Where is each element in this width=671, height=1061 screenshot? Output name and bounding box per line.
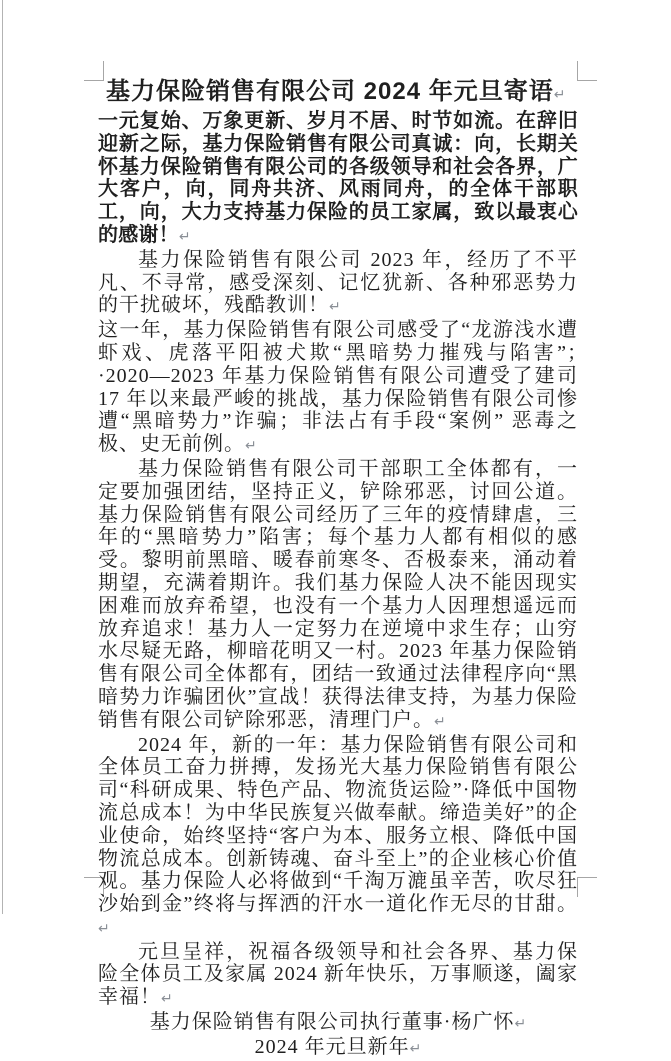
text-boundary-corner-bottom-right	[577, 877, 597, 897]
paragraph-mark-icon: ↵	[553, 87, 566, 103]
paragraph-text: 2024 年，新的一年：基力保险销售有限公司和全体员工奋力拼搏，发扬光大基力保险销售有限公司“科研成果、特色产品、物流货运险”·降低中国物流总成本！为中华民族复兴做奉献。缔造美好”的企业使命，始终坚持“客户为本、服务立根、降低中国物流总成本。创新铸魂、奋斗至上”的企业核心价值观。基力保险人必将做到“千淘万漉虽辛苦，吹尽狂沙始到金”终将与挥洒的汗水一道化作无尽的甘甜。	[98, 733, 578, 916]
paragraph-text: 基力保险销售有限公司执行董事·杨广怀	[149, 1011, 515, 1034]
paragraph-mark-icon: ↵	[98, 920, 110, 937]
paragraph-mark-icon: ↵	[245, 438, 257, 455]
paragraph-mark-icon: ↵	[409, 1040, 422, 1057]
document-title-text: 基力保险销售有限公司 2024 年元旦寄语	[106, 78, 554, 105]
paragraph[interactable]	[98, 941, 578, 1011]
document-title[interactable]	[98, 77, 578, 110]
paragraph-text: 元旦呈祥，祝福各级领导和社会各界、基力保险全体员工及家属 2024 新年快乐，万事顺遂，阖家幸福！	[98, 940, 578, 1009]
paragraph-text: 基力保险销售有限公司干部职工全体都有，一定要加强团结，坚持正义，铲除邪恶，讨回公道。基力保险销售有限公司经历了三年的疫情肆虐，三年的“黑暗势力”陷害；每个基力人都有相似的感受。黎明前黑暗、暖春前寒冬、否极泰来，涌动着期望，充满着期许。我们基力保险人决不能因现实困难而放弃希望，也没有一个基力人因理想遥远而放弃追求！基力人一定努力在逆境中求生存；山穷水尽疑无路，柳暗花明又一村。2023 年基力保险销售有限公司全体都有，团结一致通过法律程序向“黑暗势力诈骗团伙”宣战！获得法律支持，为基力保险销售有限公司铲除邪恶，清理门户。	[98, 457, 578, 731]
paragraph[interactable]	[98, 319, 578, 458]
paragraph-text: 这一年，基力保险销售有限公司感受了“龙游浅水遭虾戏、虎落平阳被犬欺“黑暗势力摧残与陷害”；·2020—2023 年基力保险销售有限公司遭受了建司 17 年以来最严峻的挑战，基力保险销售有限公司惨遭“黑暗势力”诈骗；非法占有手段“案例” 恶毒之极、史无前例。	[98, 319, 578, 456]
paragraph-list	[98, 110, 578, 1061]
paragraph[interactable]	[98, 458, 578, 734]
paragraph-text: 基力保险销售有限公司 2023 年，经历了不平凡、不寻常，感受深刻、记忆犹新、各种邪恶势力的干扰破坏，残酷教训！	[98, 248, 578, 317]
page-edge-line	[2, 0, 3, 914]
paragraph[interactable]	[98, 249, 578, 319]
text-boundary-corner-top-right	[577, 61, 597, 81]
paragraph-text: 2024 年元旦新年	[254, 1035, 410, 1058]
paragraph-mark-icon: ↵	[514, 1016, 527, 1033]
document-text-area[interactable]	[98, 77, 578, 1061]
paragraph-mark-icon: ↵	[161, 991, 173, 1008]
paragraph-mark-icon: ↵	[178, 228, 191, 245]
paragraph[interactable]	[98, 110, 578, 249]
paragraph-mark-icon: ↵	[434, 713, 446, 730]
paragraph-text: 一元复始、万象更新、岁月不居、时节如流。在辞旧迎新之际，基力保险销售有限公司真诚：向，长期关怀基力保险销售有限公司的各级领导和社会各界，广大客户，向，同舟共济、风雨同舟，的全体干部职工，向，大力支持基力保险的员工家属，致以最衷心的感谢！	[98, 110, 578, 246]
paragraph[interactable]	[98, 734, 578, 941]
paragraph[interactable]	[98, 1011, 578, 1036]
paragraph[interactable]	[98, 1036, 578, 1061]
paragraph-mark-icon: ↵	[329, 299, 341, 316]
